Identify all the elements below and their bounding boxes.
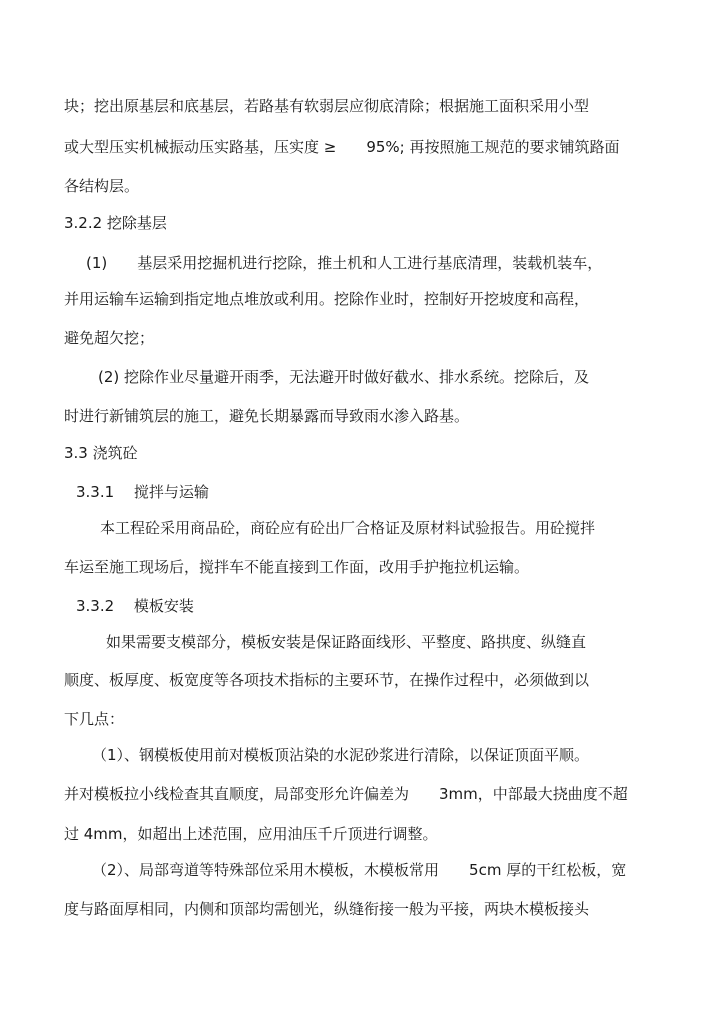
text-line: 并对模板拉小线检查其直顺度，局部变形允许偏差为 3mm，中部最大挠曲度不超 xyxy=(64,785,628,803)
text-line: 或大型压实机械振动压实路基，压实度 ≥ 95%; 再按照施工规范的要求铺筑路面 xyxy=(64,138,620,156)
subsection-heading: 3.3.1 搅拌与运输 xyxy=(76,483,209,501)
text-line: 车运至施工现场后，搅拌车不能直接到工作面，改用手护拖拉机运输。 xyxy=(64,558,530,576)
text-line: 本工程砼采用商品砼，商砼应有砼出厂合格证及原材料试验报告。用砼搅拌 xyxy=(100,519,596,537)
text-line: 时进行新铺筑层的施工，避免长期暴露而导致雨水渗入路基。 xyxy=(64,407,470,425)
text-line: 各结构层。 xyxy=(64,177,140,195)
text-line: 顺度、板厚度、板宽度等各项技术指标的主要环节，在操作过程中，必须做到以 xyxy=(64,671,590,689)
text-line: 块；挖出原基层和底基层，若路基有软弱层应彻底清除；根据施工面积采用小型 xyxy=(64,97,590,115)
text-line: 过 4mm，如超出上述范围，应用油压千斤顶进行调整。 xyxy=(64,825,438,843)
text-line: 下几点： xyxy=(64,710,125,728)
text-line: (1) 基层采用挖掘机进行挖除，推土机和人工进行基底清理，装载机装车， xyxy=(86,254,603,272)
text-line: 避免超欠挖； xyxy=(64,329,155,347)
text-line: （2）、局部弯道等特殊部位采用木模板，木模板常用 5cm 厚的干红松板，宽 xyxy=(92,861,627,879)
text-line: 如果需要支模部分，模板安装是保证路面线形、平整度、路拱度、纵缝直 xyxy=(106,633,587,651)
section-heading: 3.2.2 挖除基层 xyxy=(64,214,167,232)
text-line: （1）、钢模板使用前对模板顶沾染的水泥砂浆进行清除，以保证顶面平顺。 xyxy=(92,746,590,764)
text-line: (2) 挖除作业尽量避开雨季，无法避开时做好截水、排水系统。挖除后，及 xyxy=(98,368,590,386)
text-line: 度与路面厚相同，内侧和顶部均需刨光，纵缝衔接一般为平接，两块木模板接头 xyxy=(64,900,590,918)
section-heading: 3.3 浇筑砼 xyxy=(64,444,138,462)
text-line: 并用运输车运输到指定地点堆放或利用。挖除作业时，控制好开挖坡度和高程， xyxy=(64,290,590,308)
subsection-heading: 3.3.2 模板安装 xyxy=(76,597,194,615)
